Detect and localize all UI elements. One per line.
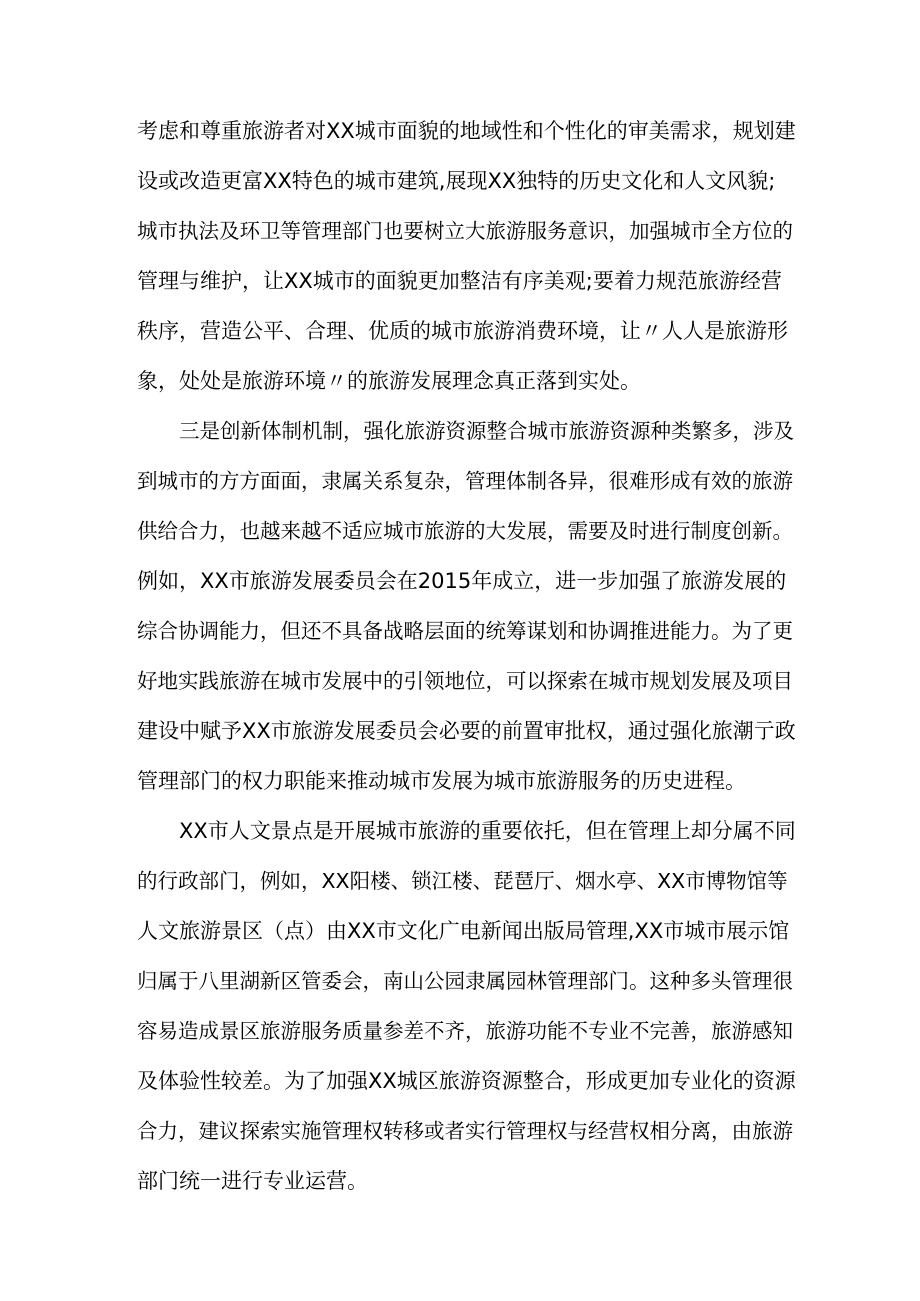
paragraph-3-line-8: 部门统一进行专业运营。 xyxy=(137,1169,368,1193)
paragraph-2-line-6: 好地实践旅游在城市发展中的引领地位，可以探索在城市规划发展及项目 xyxy=(137,669,793,693)
paragraph-3-line-4: 归属于八里湖新区管委会，南山公园隶属园林管理部门。这种多头管理很 xyxy=(137,969,793,993)
paragraph-2-line-4: 例如，XX市旅游发展委员会在2015年成立，进一步加强了旅游发展的 xyxy=(137,569,787,593)
paragraph-2-line-2: 到城市的方方面面，隶属关系复杂，管理体制各异，很难形成有效的旅游 xyxy=(137,469,793,493)
paragraph-2-line-7: 建设中赋予XX市旅游发展委员会必要的前置审批权，通过强化旅潮亍政 xyxy=(137,719,796,743)
paragraph-3-line-3: 人文旅游景区（点）由XX市文化广电新闻出版局管理,XX市城市展示馆 xyxy=(137,919,790,943)
paragraph-2-line-1: 三是创新体制机制，强化旅游资源整合城市旅游资源种类繁多，涉及 xyxy=(179,419,794,443)
paragraph-3-line-1: XX市人文景点是开展城市旅游的重要依托，但在管理上却分属不同 xyxy=(179,819,796,843)
paragraph-1-line-5: 秩序，营造公平、合理、优质的城市旅游消费环境，让〃人人是旅游形 xyxy=(137,319,788,343)
paragraph-2-line-5: 综合协调能力，但还不具备战略层面的统筹谋划和协调推进能力。为了更 xyxy=(137,619,793,643)
paragraph-1-line-6: 象，处处是旅游环境〃的旅游发展理念真正落到实处。 xyxy=(137,369,641,393)
paragraph-3-line-7: 合力，建议探索实施管理权转移或者实行管理权与经营权相分离，由旅游 xyxy=(137,1119,793,1143)
paragraph-3-line-6: 及体验性较差。为了加强XX城区旅游资源整合，形成更加专业化的资源 xyxy=(137,1069,796,1093)
paragraph-2-line-3: 供给合力，也越来越不适应城市旅游的大发展，需要及时进行制度创新。 xyxy=(137,519,793,543)
paragraph-2-line-8: 管理部门的权力职能来推动城市发展为城市旅游服务的历史进程。 xyxy=(137,769,746,793)
paragraph-1-line-2: 设或改造更富XX特色的城市建筑,展现XX独特的历史文化和人文风貌; xyxy=(137,169,776,193)
paragraph-1-line-3: 城市执法及环卫等管理部门也要树立大旅游服务意识，加强城市全方位的 xyxy=(137,219,793,243)
paragraph-1-line-4: 管理与维护，让XX城市的面貌更加整洁有序美观;要着力规范旅游经营 xyxy=(137,269,782,293)
paragraph-3-line-2: 的行政部门，例如，XX阳楼、锁江楼、琵琶厅、烟水亭、XX市博物馆等 xyxy=(137,869,788,893)
paragraph-1-line-1: 考虑和尊重旅游者对XX城市面貌的地域性和个性化的审美需求，规划建 xyxy=(137,119,796,143)
paragraph-3-line-5: 容易造成景区旅游服务质量参差不齐，旅游功能不专业不完善，旅游感知 xyxy=(137,1019,793,1043)
